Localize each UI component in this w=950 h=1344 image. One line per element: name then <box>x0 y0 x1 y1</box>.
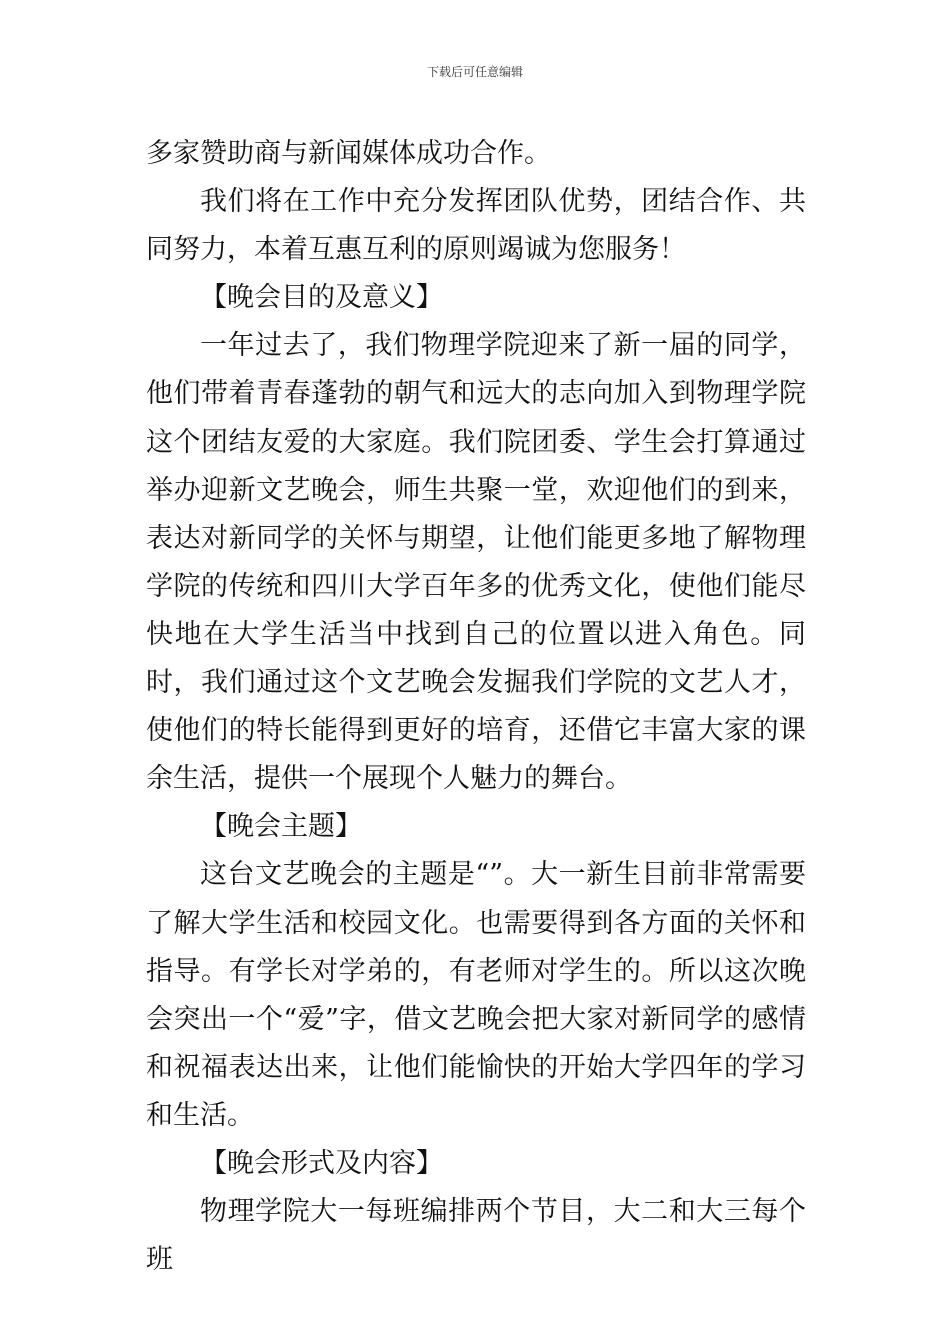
paragraph-teamwork: 我们将在工作中充分发挥团队优势，团结合作、共同努力，本着互惠互利的原则竭诚为您服务！ <box>146 186 806 266</box>
document-body <box>146 130 806 1284</box>
section-heading-purpose: 【晚会目的及意义】 <box>200 282 443 314</box>
paragraph-sponsors: 多家赞助商与新闻媒体成功合作。 <box>146 138 551 169</box>
section-heading-format: 【晚会形式及内容】 <box>200 1147 443 1179</box>
page-header-note: 下载后可任意编辑 <box>426 65 523 79</box>
paragraph-theme: 这台文艺晚会的主题是“”。大一新生目前非常需要了解大学生活和校园文化。也需要得到各方面的关怀和指导。有学长对学弟的，有老师对学生的。所以这次晚会突出一个“爱”字，借文艺晚会把大家对新同学的感情和祝福表达出来，让他们能愉快的开始大学四年的学习和生活。 <box>146 859 806 1131</box>
paragraph-format: 物理学院大一每班编排两个节目，大二和大三每个班 <box>146 1196 806 1276</box>
section-heading-theme: 【晚会主题】 <box>200 811 362 843</box>
paragraph-purpose: 一年过去了，我们物理学院迎来了新一届的同学，他们带着青春蓬勃的朝气和远大的志向加入到物理学院这个团结友爱的大家庭。我们院团委、学生会打算通过举办迎新文艺晚会，师生共聚一堂，欢迎他们的到来，表达对新同学的关怀与期望，让他们能更多地了解物理学院的传统和四川大学百年多的优秀文化，使他们能尽快地在大学生活当中找到自己的位置以进入角色。同时，我们通过这个文艺晚会发掘我们学院的文艺人才，使他们的特长能得到更好的培育，还借它丰富大家的课余生活，提供一个展现个人魅力的舞台。 <box>146 330 806 795</box>
